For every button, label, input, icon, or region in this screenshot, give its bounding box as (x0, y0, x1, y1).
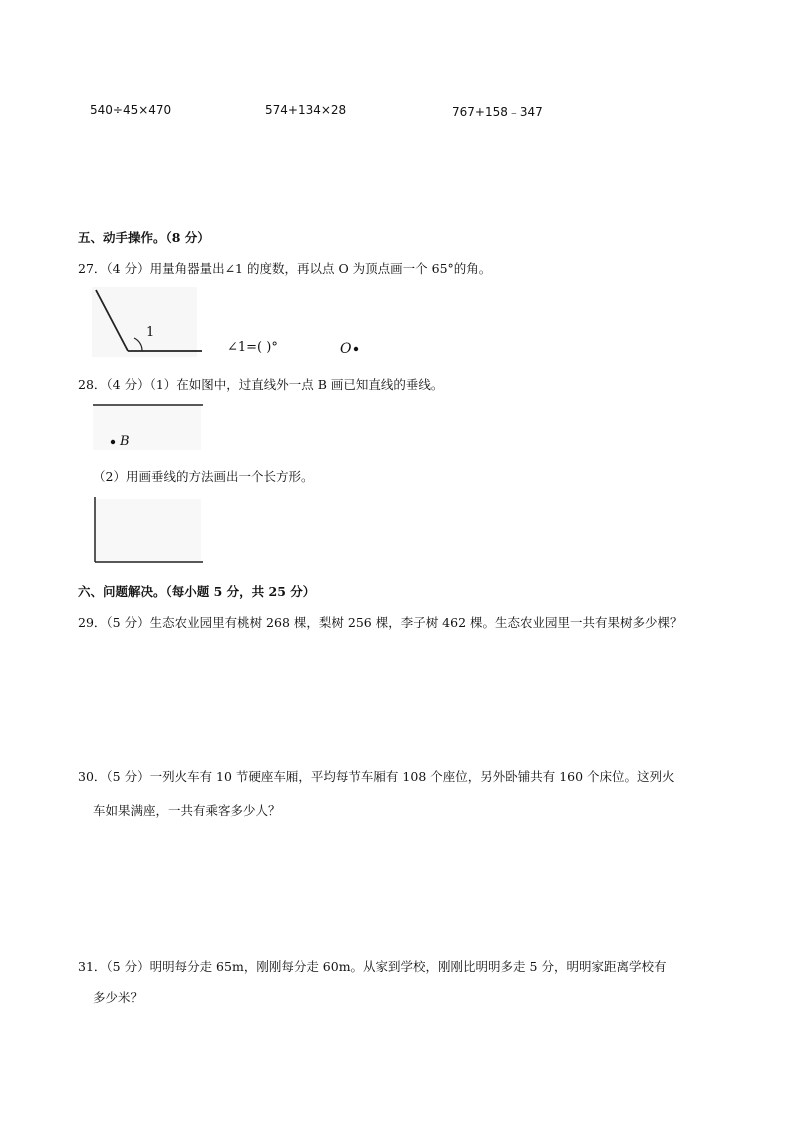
question-29: 29．（5 分）生态农业园里有桃树 268 棵，梨树 256 棵，李子树 462 棵。生态农业园里一共有果树多少棵？ (78, 615, 683, 630)
point-b-dot (111, 440, 115, 444)
angle-measure-blank: ∠1=( )° (227, 340, 278, 355)
angle-figure (90, 285, 390, 360)
calc-expression-3: 767+158﹣347 (452, 105, 543, 119)
point-o-dot (354, 347, 358, 351)
question-27: 27．（4 分）用量角器量出∠1 的度数，再以点 O 为顶点画一个 65°的角。 (78, 261, 492, 276)
question-30-line-1: 30．（5 分）一列火车有 10 节硬座车厢，平均每节车厢有 108 个座位，另外卧铺共有 160 个床位。这列火 (78, 769, 675, 784)
right-angle-diagram (93, 497, 205, 565)
calc-expression-2: 574+134×28 (265, 103, 347, 117)
question-28: 28．（4 分）（1）在如图中，过直线外一点 B 画已知直线的垂线。 (78, 377, 444, 392)
rectangle-start-figure (93, 497, 205, 565)
section-6-title: 六、问题解决。（每小题 5 分，共 25 分） (78, 584, 316, 599)
perpendicular-figure (93, 402, 205, 452)
section-5-title: 五、动手操作。（8 分） (78, 230, 210, 245)
line-point-diagram (93, 402, 205, 452)
calc-expression-1: 540÷45×470 (90, 103, 172, 117)
point-b-label: B (120, 434, 130, 449)
question-31-line-2: 多少米？ (93, 990, 144, 1005)
question-28-part-2: （2）用画垂线的方法画出一个长方形。 (93, 469, 314, 484)
question-31-line-1: 31．（5 分）明明每分走 65m，刚刚每分走 60m。从家到学校，刚刚比明明多走 5 分，明明家距离学校有 (78, 959, 667, 974)
question-30-line-2: 车如果满座，一共有乘客多少人？ (93, 803, 281, 818)
point-o-label: O (340, 341, 352, 357)
angle-number-label: 1 (146, 325, 155, 340)
